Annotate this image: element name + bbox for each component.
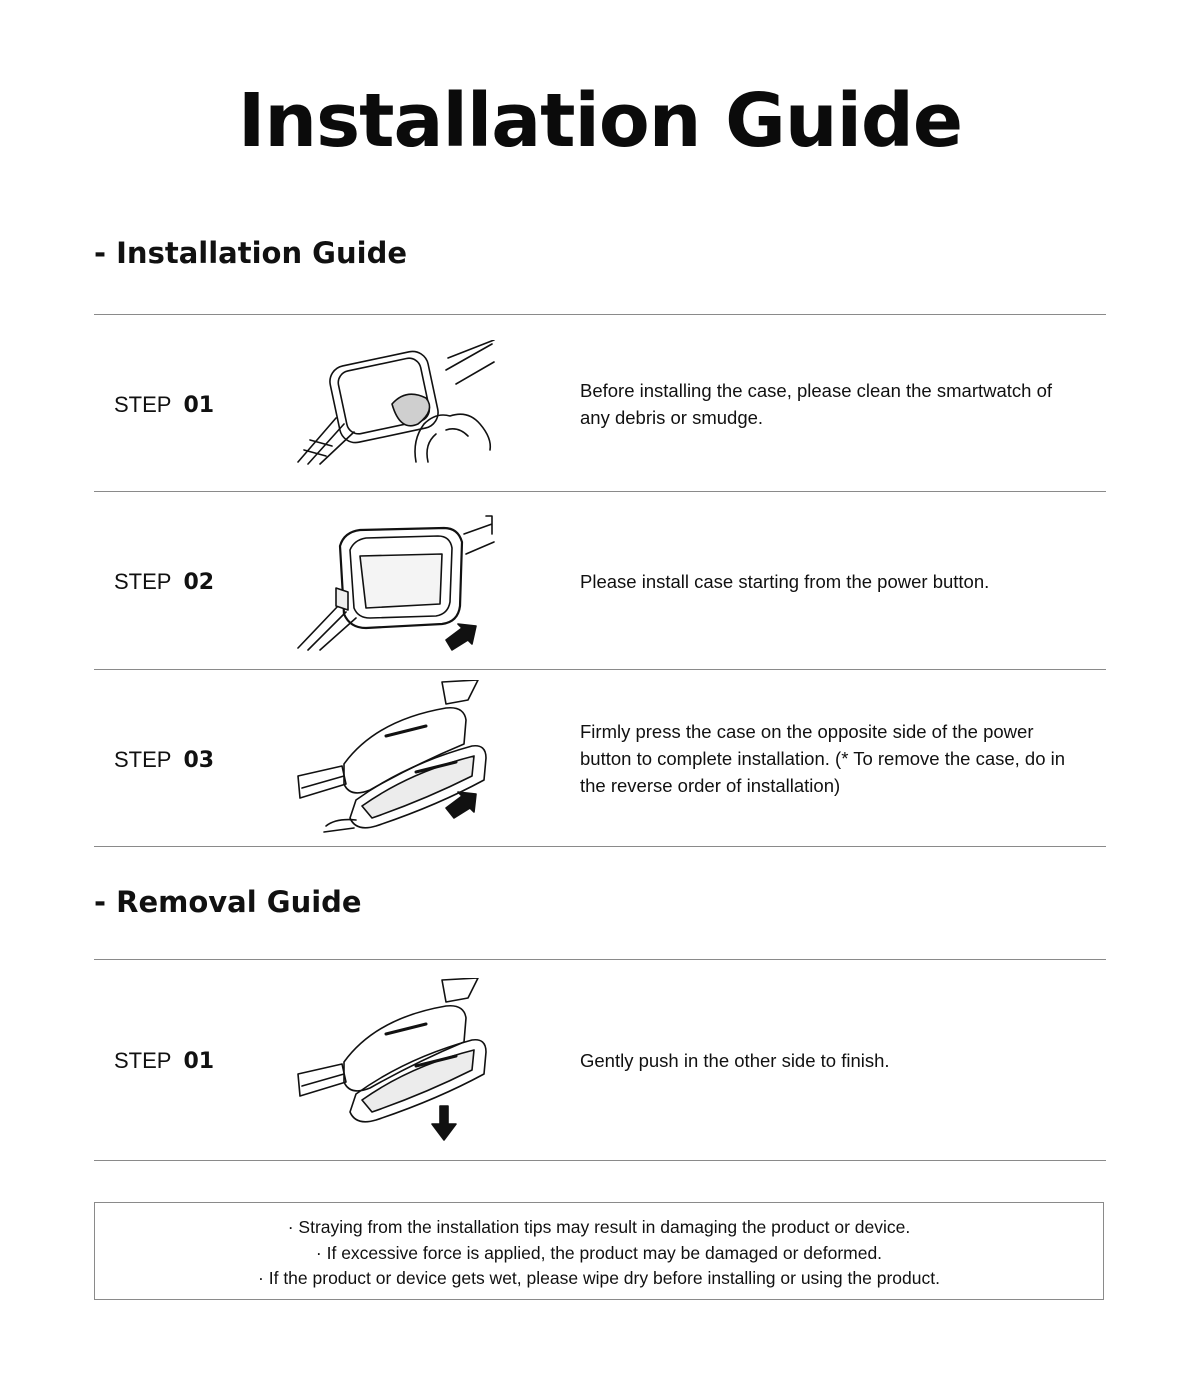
removal-section-title: - Removal Guide: [94, 885, 362, 919]
installation-step-3-text: Firmly press the case on the opposite side of the power button to complete installation. (* To remove the case, do in the reverse order of installation): [580, 721, 1066, 796]
step-number: 03: [183, 748, 215, 773]
caution-note: · Straying from the installation tips may result in damaging the product or device.: [287, 1217, 911, 1237]
divider: [94, 491, 1106, 492]
installation-step-3-label: STEP 03: [114, 747, 215, 773]
watch-cleaning-icon: [296, 340, 496, 465]
case-press-icon: [296, 680, 496, 805]
removal-step-1-text: Gently push in the other side to finish.: [580, 1050, 890, 1071]
installation-step-1-text: Before installing the case, please clean the smartwatch of any debris or smudge.: [580, 380, 1053, 428]
case-remove-icon: [296, 978, 496, 1103]
caution-note: · If the product or device gets wet, please wipe dry before installing or using the product.: [258, 1268, 940, 1288]
caution-notes-box: [94, 1202, 1104, 1300]
page-title: Installation Guide: [237, 78, 963, 164]
case-install-icon: [296, 514, 496, 639]
installation-step-2-label: STEP 02: [114, 569, 215, 595]
step-number: 01: [183, 393, 215, 418]
divider: [94, 846, 1106, 847]
removal-step-1-label: STEP 01: [114, 1048, 215, 1074]
divider: [94, 959, 1106, 960]
divider: [94, 1160, 1106, 1161]
divider: [94, 314, 1106, 315]
divider: [94, 669, 1106, 670]
step-number: 02: [183, 570, 215, 595]
caution-note: · If excessive force is applied, the product may be damaged or deformed.: [315, 1242, 883, 1263]
installation-step-2-text: Please install case starting from the power button.: [580, 571, 990, 592]
installation-step-1-label: STEP 01: [114, 392, 215, 418]
step-number: 01: [183, 1049, 215, 1074]
installation-section-title: - Installation Guide: [94, 236, 407, 270]
